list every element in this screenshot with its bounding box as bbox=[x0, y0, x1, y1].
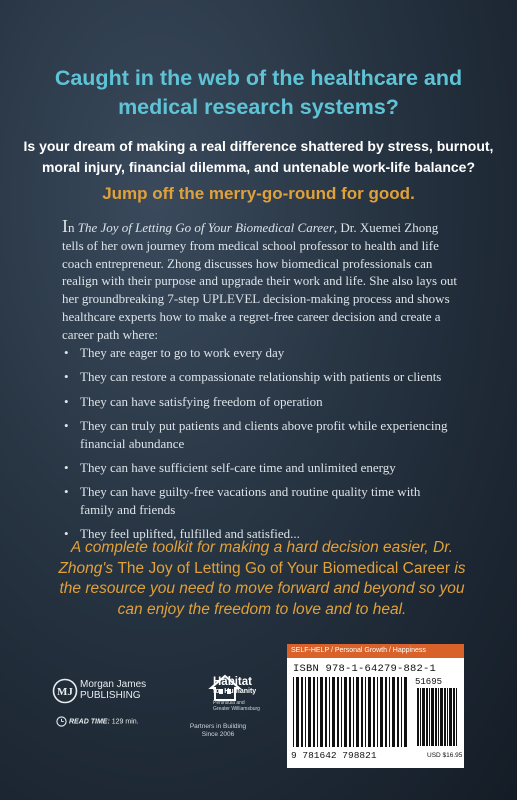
benefit-list bbox=[62, 344, 457, 550]
tagline: Jump off the merry-go-round for good. bbox=[102, 184, 415, 203]
list-item bbox=[62, 459, 457, 477]
list-item bbox=[62, 417, 457, 453]
habitat-sub-line-2: Greater Williamsburg bbox=[213, 705, 260, 712]
barcode-bar bbox=[438, 688, 439, 746]
barcode-bar bbox=[305, 677, 306, 747]
barcode-bar bbox=[313, 677, 315, 747]
read-time bbox=[56, 716, 139, 727]
barcode-bar bbox=[368, 677, 371, 747]
isbn: ISBN 978-1-64279-882-1 bbox=[293, 663, 437, 675]
barcode-bar bbox=[453, 688, 455, 746]
barcode-bar bbox=[377, 677, 378, 747]
barcode-bar bbox=[404, 677, 407, 747]
barcode-bar bbox=[344, 677, 347, 747]
barcode-bar bbox=[337, 677, 339, 747]
barcode-bar bbox=[301, 677, 303, 747]
ean-barcode bbox=[291, 677, 411, 747]
intro-text-2: , Dr. Xuemei Zhong tells of her own journey from medical school professor to health and life coach entrepreneur. Zhong discusses how biomedical professionals can realign with their purpose and upgrade their work and life. She also lays out her groundbreaking 7-step UPLEVEL decision-making process and shows healthcare experts how to make a regret-free career decision and create a career path where: bbox=[62, 220, 457, 342]
bullet-icon: • bbox=[64, 393, 69, 409]
barcode-bar bbox=[435, 688, 437, 746]
morgan-james-logo-icon bbox=[52, 678, 78, 704]
barcode-bar bbox=[444, 688, 446, 746]
barcode-bar bbox=[422, 688, 425, 746]
barcode-bar bbox=[456, 688, 457, 746]
price: USD $16.95 bbox=[427, 752, 463, 759]
barcode-bar bbox=[429, 688, 430, 746]
list-item-text: They can have satisfying freedom of operation bbox=[80, 393, 323, 409]
subhead-line-2: moral injury, financial dilemma, and untenable work-life balance? bbox=[41, 159, 476, 175]
ean-number: 9 781642 798821 bbox=[291, 750, 377, 761]
barcode-bar bbox=[385, 677, 387, 747]
habitat-sub-line-1: Peninsula and bbox=[213, 700, 245, 706]
headline-line-2: medical research systems? bbox=[118, 95, 399, 119]
price-barcode bbox=[415, 688, 460, 746]
endorsement-quote bbox=[52, 538, 472, 620]
read-time-label: READ TIME: bbox=[68, 718, 110, 726]
book-title: The Joy of Letting Go of Your Biomedical Career bbox=[77, 220, 334, 235]
barcode-bar bbox=[397, 677, 399, 747]
habitat-name-line-2: for Humanity bbox=[213, 688, 257, 695]
bullet-icon: • bbox=[64, 484, 69, 500]
barcode-bar bbox=[373, 677, 375, 747]
barcode-bar bbox=[332, 677, 335, 747]
bullet-icon: • bbox=[64, 459, 69, 475]
barcode-bar bbox=[420, 688, 421, 746]
habitat-name bbox=[213, 676, 256, 696]
habitat-chapter bbox=[213, 701, 260, 712]
habitat-partner-line-1: Partners in Building bbox=[189, 723, 247, 730]
barcode-bar bbox=[389, 677, 390, 747]
barcode-bar bbox=[296, 677, 299, 747]
clock-icon bbox=[56, 716, 67, 727]
read-time-value: 129 min. bbox=[111, 718, 139, 726]
barcode-bar bbox=[440, 688, 443, 746]
price-code: 51695 bbox=[415, 677, 443, 687]
category-strip: SELF-HELP / Personal Growth / Happiness bbox=[287, 644, 464, 658]
drop-cap: I bbox=[62, 216, 68, 236]
barcode-bar bbox=[447, 688, 448, 746]
barcode-bar bbox=[308, 677, 311, 747]
bullet-icon: • bbox=[64, 526, 69, 542]
bullet-icon: • bbox=[64, 345, 69, 360]
list-item bbox=[62, 393, 457, 411]
list-item bbox=[62, 368, 457, 386]
barcode-bar bbox=[417, 688, 419, 746]
headline-line-1: Caught in the web of the healthcare and bbox=[54, 66, 463, 90]
publisher-name-line-1: Morgan James bbox=[80, 679, 147, 690]
list-item bbox=[62, 483, 457, 519]
intro-text-1: n bbox=[68, 220, 78, 235]
quote-part-1: A complete toolkit for making a hard decision easier, Dr. Zhong's bbox=[58, 539, 454, 577]
barcode-bar bbox=[353, 677, 354, 747]
barcode-bar bbox=[361, 677, 363, 747]
publisher-name bbox=[80, 679, 146, 701]
bullet-icon: • bbox=[64, 417, 69, 433]
cover-subhead bbox=[0, 136, 517, 178]
subhead-line-1: Is your dream of making a real difference shattered by stress, burnout, bbox=[23, 138, 494, 154]
list-item bbox=[62, 344, 457, 362]
barcode-bar bbox=[449, 688, 452, 746]
list-item-text: They can restore a compassionate relationship with patients or clients bbox=[80, 369, 442, 385]
barcode-bar bbox=[349, 677, 351, 747]
quote-book-title: The Joy of Letting Go of Your Biomedical Career bbox=[117, 559, 451, 577]
barcode-bar bbox=[426, 688, 428, 746]
list-item-text: They can have sufficient self-care time and unlimited energy bbox=[80, 459, 396, 475]
list-item-text: They can truly put patients and clients above profit while experiencing financial abundance bbox=[80, 417, 448, 451]
list-item-text: They feel uplifted, fulfilled and satisfied... bbox=[80, 526, 300, 542]
barcode-bar bbox=[380, 677, 383, 747]
list-item-text: They are eager to go to work every day bbox=[80, 345, 285, 360]
barcode-bar bbox=[341, 677, 342, 747]
barcode-bar bbox=[329, 677, 330, 747]
habitat-name-line-1: Habitat bbox=[213, 676, 252, 688]
list-item-text: They can have guilty-free vacations and routine quality time with family and friends bbox=[80, 484, 421, 518]
barcode-bar bbox=[320, 677, 323, 747]
barcode-bar bbox=[392, 677, 395, 747]
barcode-bar bbox=[293, 677, 294, 747]
barcode-bar bbox=[431, 688, 434, 746]
barcode-bar bbox=[317, 677, 318, 747]
barcode-bar bbox=[356, 677, 359, 747]
habitat-partner-note bbox=[178, 723, 258, 739]
barcode-bar bbox=[325, 677, 327, 747]
barcode-block bbox=[287, 644, 464, 768]
publisher-name-line-2: PUBLISHING bbox=[80, 690, 141, 701]
bullet-icon: • bbox=[64, 369, 69, 385]
barcode-bar bbox=[401, 677, 402, 747]
logo-letters: MJ bbox=[57, 686, 73, 698]
habitat-partner-line-2: Since 2006 bbox=[201, 731, 235, 738]
quote-part-2: is the resource you need to move forward and beyond so you can enjoy the freedom to love and to heal. bbox=[59, 559, 466, 618]
description-paragraph bbox=[62, 216, 462, 344]
barcode-bar bbox=[365, 677, 366, 747]
cover-headline bbox=[0, 64, 517, 122]
